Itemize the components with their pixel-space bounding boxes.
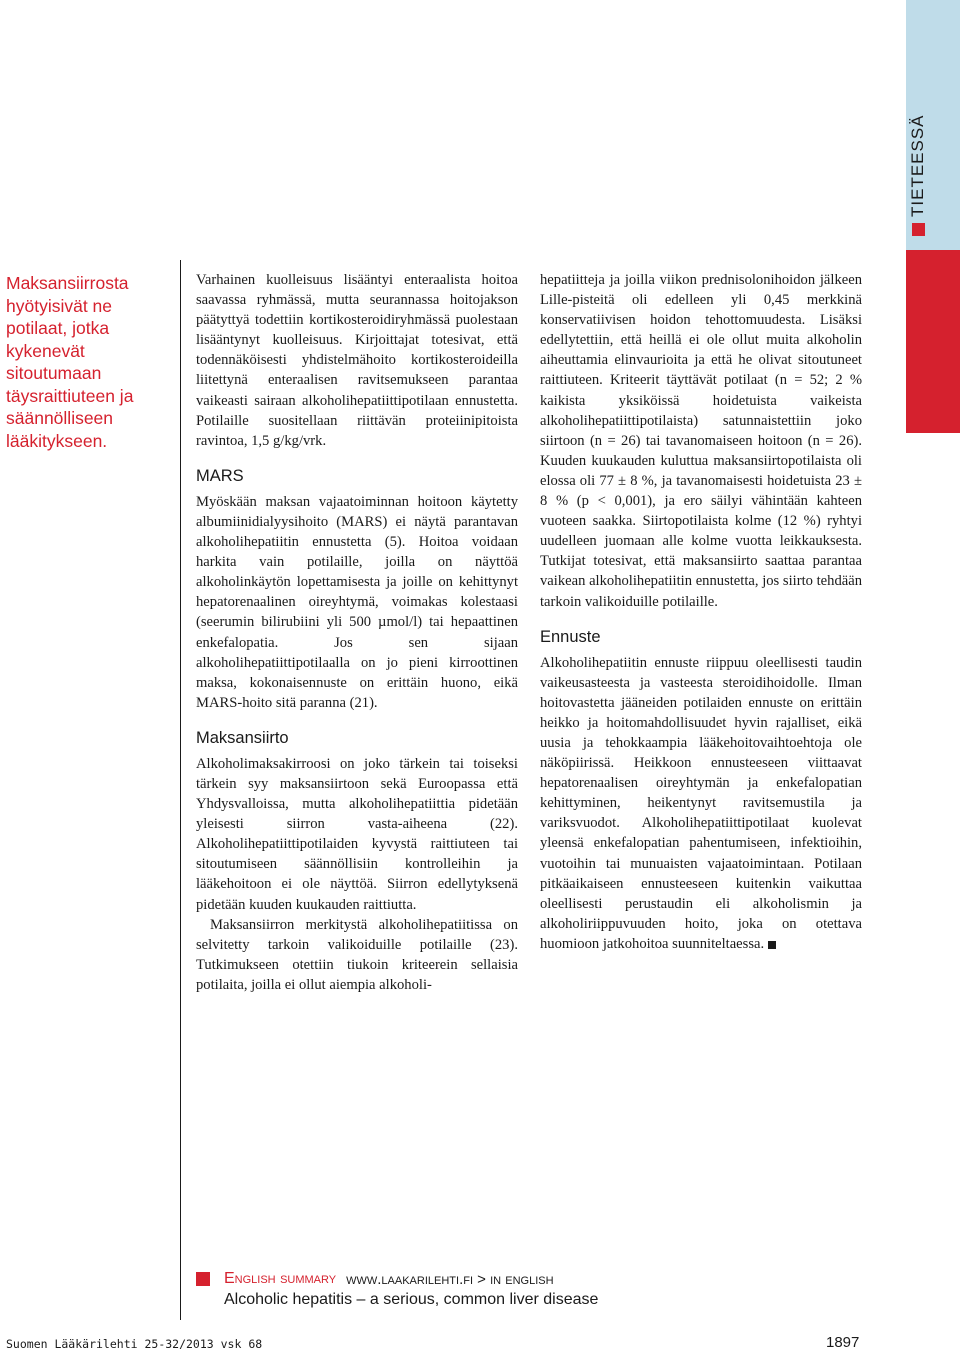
heading-mars: MARS [196,466,244,485]
page-number: 1897 [826,1334,860,1351]
heading-maksansiirto: Maksansiirto [196,728,289,747]
paragraph: hepatiitteja ja joilla viikon prednisolonihoidon jälkeen Lille-pisteitä oli edelleen yli 0,45 merkkinä konservatiivisen hoidon tehottomuudesta. Lisäksi edellytettiin, että heillä ei ole ollut muita alkoholin aiheuttamia elinvaurioita ja että he olivat sitoutuneet raittiuteen. Kriteerit täyttävät potilaat (n = 52; 2 % kaikista yksiköissä hoidetuista vaikeista alkoholihepatiittipotilaista) satunnaistettiin joko siirtoon (n = 26) tai tavanomaiseen hoitoon (n = 26). Kuuden kuukauden kuluttua maksansiirtopotilaista oli elossa oli 77 ± 8 %, ja tavanomaisesti hoidetuista 23 ± 8 % (p < 0,001), ja ero säilyi vähintään kahteen vuoteen saakka. Siirtopotilaista kolme (12 %) ryhtyi uudelleen juomaan alle kolme vuotta leikkauksesta. Tutkijat totesivat, että maksansiirto saattaa parantaa vaikean alkoholihepatiitin ennustetta, jos siirto tehdään tarkoin valikoiduille potilaille. [540,272,862,610]
end-mark-icon [768,941,776,949]
footer-journal: Suomen Lääkärilehti 25-32/2013 vsk 68 [6,1337,263,1351]
paragraph: Varhainen kuolleisuus lisääntyi enteraalista hoitoa saavassa ryhmässä, mutta seurannassa hoitojakson päätyttyä todettiin kortikosteroidiryhmässä puolestaan lisääntynyt kuolleisuus. Kirjoittajat totesivat, että todennäköisesti yhdistelmähoito kortikosteroideilla liitettynä enteraalisen ravitsemukseen parantaa vaikeasti sairaan alkoholihepatiittipotilaan ennustetta. Potilaille suositellaan riittävän proteiinipitoista ravintoa, 1,5 g/kg/vrk. [196,272,518,449]
paragraph: Alkoholimaksakirroosi on joko tärkein tai toiseksi tärkein syy maksansiirtoon sekä Euroopassa että Yhdysvalloissa, mutta alkoholihepatiittia pidetään yleisesti siirron vasta-aiheena (22). Alkoholihepatiittipotilaiden kyvystä raittiuteen tai sitoutumiseen säännöllisiin kontrolleihin ja lääkehoitoon ei ole näyttöä. Siirron edellytyksenä pidetään kuuden kuukauden raittiutta. [196,755,518,913]
text-column-left [196,270,518,995]
text-column-right [540,270,862,954]
red-square-icon [196,1272,210,1286]
red-square-icon [912,223,925,236]
english-summary [196,1270,756,1309]
paragraph [540,653,862,954]
summary-title: Alcoholic hepatitis – a serious, common liver disease [224,1291,599,1308]
summary-link[interactable]: www.laakarilehti.fi > in english [346,1270,554,1288]
pullquote: Maksansiirrosta hyötyisivät ne potilaat, jotka kykenevät sitoutumaan täysraittiuteen ja säännölliseen lääkitykseen. [6,273,134,451]
section-label [908,114,928,236]
paragraph: Maksansiirron merkitystä alkoholihepatiitissa on selvitetty tarkoin valikoiduille potilaille (23). Tutkimukseen otettiin tiukoin kriteerein sellaisia potilaita, joilla ei ollut aiempia alkoholi- [196,916,518,993]
summary-heading: English summary [224,1270,337,1287]
column-divider [180,260,181,1320]
paragraph-text: Alkoholihepatiitin ennuste riippuu oleellisesti taudin vaikeusasteesta ja vasteesta steroidihoidolle. Ilman hoitovastetta jääneiden potilaiden ennuste on erittäin heikko ja hoitomahdollisuudet hyvin rajalliset, eikä uusia ja tehokkaampia lääkehoitovaihtoehtoja ole näköpiirissä. Heikkoon ennusteeseen viittaavat hepatorenaalisen oireyhtymän ja enkefalopatian kehittyminen, heikentynyt ravitsemustila ja variksvuodot. Alkoholihepatiittipotilaat kuolevat yleensä enkefalopatian pahentumiseen, infektioihin, vuotoihin tai munuaisten vajaatoimintaan. Potilaan pitkäaikaiseen ennusteeseen kuitenkin vaikuttaa oleellisesti perustaudin eli alkoholismin ja alkoholiriippuvuuden hoito, joka on otettava huomioon jatkohoitoa suunniteltaessa. [540,654,862,952]
sidebar-red-band [906,250,960,433]
heading-ennuste: Ennuste [540,627,601,646]
section-label-text: TIETEESSÄ [908,114,927,217]
paragraph: Myöskään maksan vajaatoiminnan hoitoon käytetty albumiinidialyysihoito (MARS) ei näytä parantavan alkoholihepatiitin ennustetta (5). Hoitoa voidaan harkita vain potilaille, joilla on näyttöä alkoholinkäytön lopettamisesta ja joille on kehittynyt hepatorenaalinen oireyhtymä, voimakas kolestaasi (seerumin bilirubiini yli 500 µmol/l) tai hepaattinen enkefalopatia. Jos sen sijaan alkoholihepatiittipotilaalla on jo pieni kirroottinen maksa, kokonaisennuste on erittäin huono, eikä MARS-hoito sitä paranna (21). [196,493,518,711]
